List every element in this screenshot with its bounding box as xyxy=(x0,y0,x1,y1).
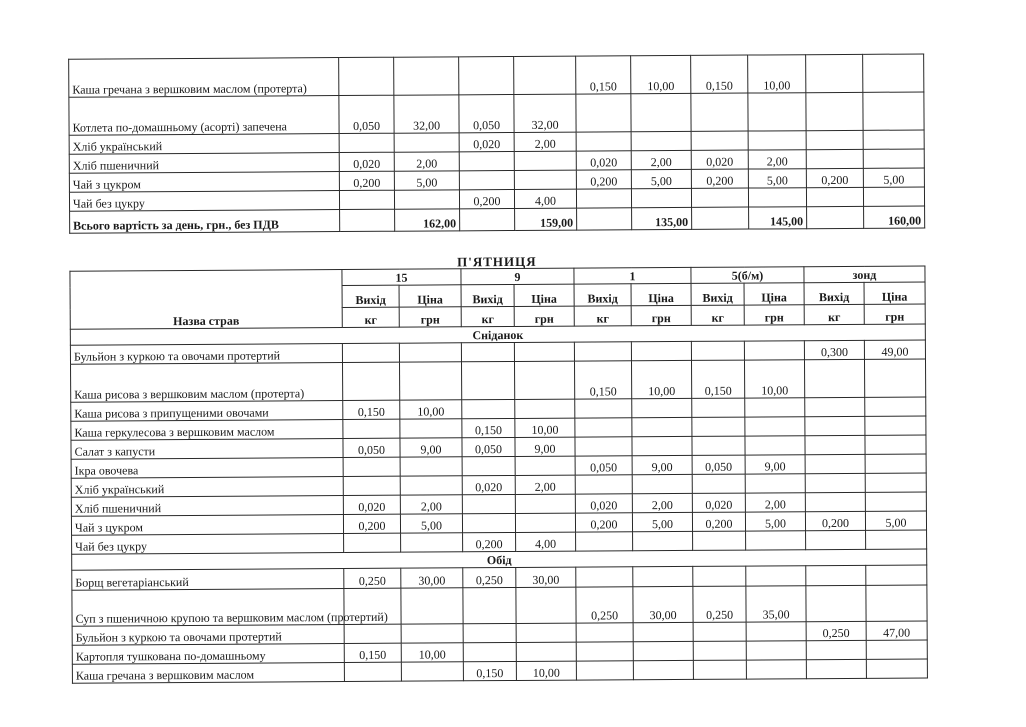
price-uah xyxy=(515,399,575,418)
price-uah xyxy=(748,131,806,150)
portion-kg: 0,020 xyxy=(575,494,632,513)
total-spacer xyxy=(577,208,632,230)
portion-kg: 0,200 xyxy=(805,511,865,530)
portion-kg: 0,020 xyxy=(692,493,745,512)
price-uah xyxy=(632,474,692,493)
portion-kg xyxy=(575,437,632,456)
total-value: 162,00 xyxy=(395,209,460,231)
portion-kg xyxy=(692,474,745,493)
total-spacer xyxy=(460,208,515,230)
portion-kg xyxy=(806,585,866,621)
portion-kg xyxy=(804,359,864,397)
portion-kg: 0,020 xyxy=(459,132,514,151)
price-uah: 2,00 xyxy=(394,152,459,171)
portion-kg xyxy=(574,342,631,361)
portion-kg: 0,200 xyxy=(806,168,863,187)
column-header-dish-name: Назва страв xyxy=(70,270,342,330)
price-uah xyxy=(865,473,926,492)
portion-kg: 0,250 xyxy=(806,621,866,640)
price-uah xyxy=(514,342,574,361)
dish-name: Котлета по-домашньому (асорті) запечена xyxy=(69,96,339,136)
portion-kg: 0,150 xyxy=(576,56,631,94)
portion-kg: 0,050 xyxy=(462,437,515,456)
table-row xyxy=(72,585,927,626)
price-uah xyxy=(863,92,924,130)
price-uah xyxy=(746,531,806,550)
unit-uah: грн xyxy=(864,304,925,324)
price-uah xyxy=(633,641,693,660)
portion-kg: 0,050 xyxy=(339,95,394,133)
portion-kg xyxy=(692,417,745,436)
price-uah xyxy=(865,492,926,511)
dish-name: Бульйон з куркою та овочами протертий xyxy=(70,344,342,365)
portion-kg xyxy=(343,362,400,400)
portion-kg: 0,300 xyxy=(804,340,864,359)
portion-kg: 0,020 xyxy=(691,150,748,169)
price-uah xyxy=(746,641,806,660)
portion-kg: 0,020 xyxy=(339,152,394,171)
price-uah xyxy=(745,417,805,436)
price-uah xyxy=(394,57,459,95)
price-uah xyxy=(633,660,693,679)
price-uah xyxy=(516,587,576,623)
price-uah xyxy=(514,361,574,399)
total-spacer xyxy=(692,207,749,229)
price-uah xyxy=(399,343,461,362)
price-uah: 5,00 xyxy=(400,514,462,533)
total-value: 159,00 xyxy=(515,208,577,230)
portion-kg: 0,050 xyxy=(459,94,514,132)
price-uah xyxy=(745,474,805,493)
portion-kg xyxy=(806,149,863,168)
unit-uah: грн xyxy=(744,305,804,325)
price-uah xyxy=(632,398,692,417)
dish-name: Каша рисова з вершковим маслом (протерта) xyxy=(71,363,343,403)
price-uah: 5,00 xyxy=(394,171,459,190)
price-uah: 2,00 xyxy=(400,495,462,514)
price-uah xyxy=(631,188,691,207)
total-value: 145,00 xyxy=(749,207,807,229)
dish-name: Салат з капусти xyxy=(71,439,343,460)
portion-kg xyxy=(805,473,865,492)
price-uah xyxy=(631,341,691,360)
portion-kg xyxy=(576,94,631,132)
portion-kg xyxy=(691,93,748,131)
total-row xyxy=(70,206,925,233)
portion-kg: 0,200 xyxy=(459,189,514,208)
price-uah xyxy=(745,436,805,455)
portion-kg xyxy=(693,660,746,679)
portion-kg: 0,250 xyxy=(693,586,746,622)
total-spacer xyxy=(807,206,864,228)
portion-kg xyxy=(691,341,744,360)
portion-kg: 0,200 xyxy=(691,169,748,188)
price-uah xyxy=(748,188,806,207)
portion-kg: 0,050 xyxy=(692,455,745,474)
dish-name: Чай з цукром xyxy=(69,172,339,193)
price-uah: 10,00 xyxy=(744,360,804,398)
price-uah xyxy=(633,622,693,641)
portion-kg: 0,150 xyxy=(691,360,744,398)
portion-kg xyxy=(463,623,516,642)
price-uah: 9,00 xyxy=(632,455,692,474)
portion-kg: 0,020 xyxy=(462,475,515,494)
price-uah xyxy=(865,454,926,473)
portion-kg xyxy=(805,454,865,473)
price-uah xyxy=(515,513,575,532)
day-title: П'ЯТНИЦЯ xyxy=(457,253,537,270)
dish-name: Каша гречана з вершковим маслом (протерта) xyxy=(69,58,339,98)
price-uah: 4,00 xyxy=(514,189,576,208)
price-uah xyxy=(401,662,463,681)
unit-uah: грн xyxy=(631,305,691,325)
portion-kg: 0,200 xyxy=(339,171,394,190)
friday-menu-table xyxy=(69,265,928,683)
price-uah xyxy=(400,457,462,476)
table-row xyxy=(69,54,924,97)
portion-kg xyxy=(691,188,748,207)
price-uah: 10,00 xyxy=(401,643,463,662)
dish-name: Ікра овочева xyxy=(71,458,343,479)
dish-name: Суп з пшеничною крупою та вершковим маслом (протертий) xyxy=(72,589,344,627)
price-uah: 5,00 xyxy=(865,511,926,530)
portion-kg xyxy=(692,398,745,417)
unit-kg: кг xyxy=(342,307,399,327)
price-uah xyxy=(633,566,693,586)
column-header-price: Ціна xyxy=(864,282,925,304)
dish-name: Хліб пшеничний xyxy=(71,496,343,517)
dish-name: Чай без цукру xyxy=(69,191,339,212)
price-uah xyxy=(744,341,804,360)
portion-kg: 0,050 xyxy=(575,456,632,475)
price-uah: 2,00 xyxy=(748,150,806,169)
portion-kg xyxy=(342,343,399,362)
unit-uah: грн xyxy=(399,307,461,327)
portion-kg xyxy=(693,641,746,660)
price-uah xyxy=(866,530,927,549)
price-uah xyxy=(632,417,692,436)
portion-kg: 0,200 xyxy=(343,514,400,533)
portion-kg xyxy=(459,170,514,189)
column-header-output: Вихід xyxy=(574,284,631,306)
dish-name: Картопля тушкована по-домашньому xyxy=(72,644,344,665)
unit-kg: кг xyxy=(461,306,514,326)
price-uah: 2,00 xyxy=(745,493,805,512)
friday-table-body xyxy=(70,324,927,683)
table-row xyxy=(69,92,924,135)
price-uah: 9,00 xyxy=(400,438,462,457)
portion-kg xyxy=(693,566,746,586)
portion-kg: 0,250 xyxy=(344,568,401,588)
portion-kg xyxy=(344,662,401,681)
column-header-price: Ціна xyxy=(631,283,691,305)
dish-name: Чай без цукру xyxy=(72,534,344,555)
column-header-output: Вихід xyxy=(804,282,864,304)
total-spacer xyxy=(340,209,395,231)
price-uah xyxy=(515,494,575,513)
dish-name: Бульйон з куркою та овочами протертий xyxy=(72,625,344,646)
dish-name: Каша гречана з вершковим маслом xyxy=(72,663,344,684)
portion-kg xyxy=(462,513,515,532)
portion-kg xyxy=(806,659,866,678)
portion-kg xyxy=(575,399,632,418)
portion-kg xyxy=(462,399,515,418)
group-header: 9 xyxy=(461,268,574,285)
portion-kg: 0,250 xyxy=(463,567,516,587)
portion-kg xyxy=(575,475,632,494)
portion-kg: 0,200 xyxy=(463,532,516,551)
price-uah: 32,00 xyxy=(394,95,459,133)
table-row xyxy=(71,359,926,402)
portion-kg xyxy=(344,624,401,643)
price-uah xyxy=(865,397,926,416)
portion-kg xyxy=(339,133,394,152)
portion-kg: 0,150 xyxy=(574,361,631,399)
column-header-price: Ціна xyxy=(514,284,574,306)
price-uah: 32,00 xyxy=(514,94,576,132)
unit-kg: кг xyxy=(574,306,631,326)
price-uah xyxy=(864,359,925,397)
portion-kg xyxy=(463,642,516,661)
top-menu-table xyxy=(68,53,925,233)
price-uah xyxy=(632,436,692,455)
price-uah xyxy=(866,565,927,585)
price-uah: 5,00 xyxy=(745,512,805,531)
portion-kg xyxy=(576,661,633,680)
portion-kg: 0,020 xyxy=(343,495,400,514)
price-uah xyxy=(745,398,805,417)
portion-kg xyxy=(575,418,632,437)
dish-name: Каша рисова з припущеними овочами xyxy=(71,401,343,422)
price-uah xyxy=(746,622,806,641)
price-uah xyxy=(863,187,924,206)
unit-kg: кг xyxy=(691,305,744,325)
portion-kg xyxy=(339,190,394,209)
price-uah xyxy=(400,419,462,438)
price-uah xyxy=(516,623,576,642)
column-header-output: Вихід xyxy=(691,283,744,305)
column-header-price: Ціна xyxy=(744,283,804,305)
price-uah xyxy=(863,130,924,149)
price-uah: 10,00 xyxy=(631,360,691,398)
price-uah: 5,00 xyxy=(631,169,691,188)
price-uah: 10,00 xyxy=(631,55,691,93)
portion-kg xyxy=(806,54,863,92)
portion-kg xyxy=(576,623,633,642)
portion-kg: 0,200 xyxy=(692,512,745,531)
portion-kg xyxy=(343,476,400,495)
portion-kg xyxy=(805,397,865,416)
portion-kg xyxy=(576,642,633,661)
group-header: 5(б/м) xyxy=(691,267,804,284)
portion-kg xyxy=(459,151,514,170)
portion-kg xyxy=(576,567,633,587)
price-uah xyxy=(748,93,806,131)
portion-kg xyxy=(343,457,400,476)
portion-kg xyxy=(463,587,516,623)
price-uah xyxy=(863,149,924,168)
portion-kg xyxy=(339,57,394,95)
price-uah xyxy=(746,566,806,586)
portion-kg xyxy=(806,92,863,130)
lunch-section-title: Обід xyxy=(72,549,927,570)
price-uah xyxy=(865,416,926,435)
dish-name: Хліб український xyxy=(71,477,343,498)
price-uah xyxy=(633,531,693,550)
unit-kg: кг xyxy=(804,304,864,324)
portion-kg xyxy=(576,132,631,151)
price-uah: 9,00 xyxy=(745,455,805,474)
portion-kg: 0,250 xyxy=(576,587,633,623)
group-header: зонд xyxy=(804,266,925,283)
price-uah xyxy=(401,624,463,643)
price-uah: 4,00 xyxy=(516,532,576,551)
price-uah: 10,00 xyxy=(516,661,576,680)
total-label: Всього вартість за день, грн., без ПДВ xyxy=(70,210,340,234)
portion-kg: 0,050 xyxy=(343,438,400,457)
price-uah: 9,00 xyxy=(515,437,575,456)
portion-kg: 0,150 xyxy=(344,643,401,662)
portion-kg xyxy=(693,531,746,550)
price-uah: 49,00 xyxy=(864,340,925,359)
price-uah xyxy=(514,151,576,170)
total-value: 160,00 xyxy=(864,206,925,228)
dish-name: Борщ вегетаріанський xyxy=(72,569,344,591)
portion-kg xyxy=(459,56,514,94)
price-uah xyxy=(401,533,463,552)
column-header-output: Вихід xyxy=(342,285,399,307)
portion-kg xyxy=(462,456,515,475)
portion-kg xyxy=(344,533,401,552)
price-uah xyxy=(631,131,691,150)
price-uah: 30,00 xyxy=(633,586,693,622)
price-uah xyxy=(394,190,459,209)
price-uah: 5,00 xyxy=(632,512,692,531)
unit-uah: грн xyxy=(514,306,574,326)
portion-kg xyxy=(806,187,863,206)
price-uah: 10,00 xyxy=(748,55,806,93)
portion-kg xyxy=(806,130,863,149)
price-uah xyxy=(746,660,806,679)
dish-name: Каша геркулесова з вершковим маслом xyxy=(71,420,343,441)
price-uah xyxy=(863,54,924,92)
price-uah xyxy=(866,659,927,678)
portion-kg xyxy=(805,435,865,454)
price-uah: 5,00 xyxy=(748,169,806,188)
portion-kg: 0,150 xyxy=(463,661,516,680)
portion-kg xyxy=(576,189,631,208)
price-uah xyxy=(515,456,575,475)
price-uah: 30,00 xyxy=(401,568,463,588)
top-table-body xyxy=(69,54,925,233)
price-uah: 10,00 xyxy=(515,418,575,437)
total-value: 135,00 xyxy=(632,207,692,229)
portion-kg xyxy=(343,419,400,438)
price-uah xyxy=(399,362,461,400)
price-uah: 5,00 xyxy=(863,168,924,187)
portion-kg: 0,020 xyxy=(576,151,631,170)
dish-name: Чай з цукром xyxy=(71,515,343,536)
portion-kg xyxy=(462,494,515,513)
portion-kg xyxy=(693,622,746,641)
dish-name: Хліб пшеничний xyxy=(69,153,339,174)
portion-kg xyxy=(461,361,514,399)
portion-kg xyxy=(805,492,865,511)
portion-kg: 0,150 xyxy=(462,418,515,437)
column-header-output: Вихід xyxy=(461,284,514,306)
price-uah xyxy=(400,476,462,495)
portion-kg xyxy=(692,436,745,455)
price-uah: 2,00 xyxy=(631,150,691,169)
column-header-price: Ціна xyxy=(399,285,461,307)
portion-kg xyxy=(806,530,866,549)
price-uah: 10,00 xyxy=(400,400,462,419)
price-uah xyxy=(394,133,459,152)
portion-kg xyxy=(806,565,866,585)
price-uah: 2,00 xyxy=(632,493,692,512)
price-uah xyxy=(514,56,576,94)
portion-kg xyxy=(805,416,865,435)
price-uah: 2,00 xyxy=(514,132,576,151)
price-uah: 47,00 xyxy=(866,621,927,640)
portion-kg: 0,150 xyxy=(691,55,748,93)
portion-kg xyxy=(461,342,514,361)
price-uah: 35,00 xyxy=(746,586,806,622)
portion-kg: 0,200 xyxy=(575,513,632,532)
price-uah xyxy=(514,170,576,189)
price-uah xyxy=(865,435,926,454)
portion-kg xyxy=(576,532,633,551)
dish-name: Хліб український xyxy=(69,134,339,155)
breakfast-section-title: Сніданок xyxy=(70,324,925,345)
portion-kg xyxy=(691,131,748,150)
group-header: 15 xyxy=(342,269,461,286)
price-uah xyxy=(866,585,927,621)
portion-kg xyxy=(806,640,866,659)
portion-kg: 0,150 xyxy=(343,400,400,419)
price-uah xyxy=(631,93,691,131)
price-uah: 30,00 xyxy=(516,567,576,587)
portion-kg: 0,200 xyxy=(576,170,631,189)
price-uah xyxy=(866,640,927,659)
price-uah xyxy=(401,588,463,624)
price-uah xyxy=(516,642,576,661)
price-uah: 2,00 xyxy=(515,475,575,494)
group-header: 1 xyxy=(574,267,691,284)
